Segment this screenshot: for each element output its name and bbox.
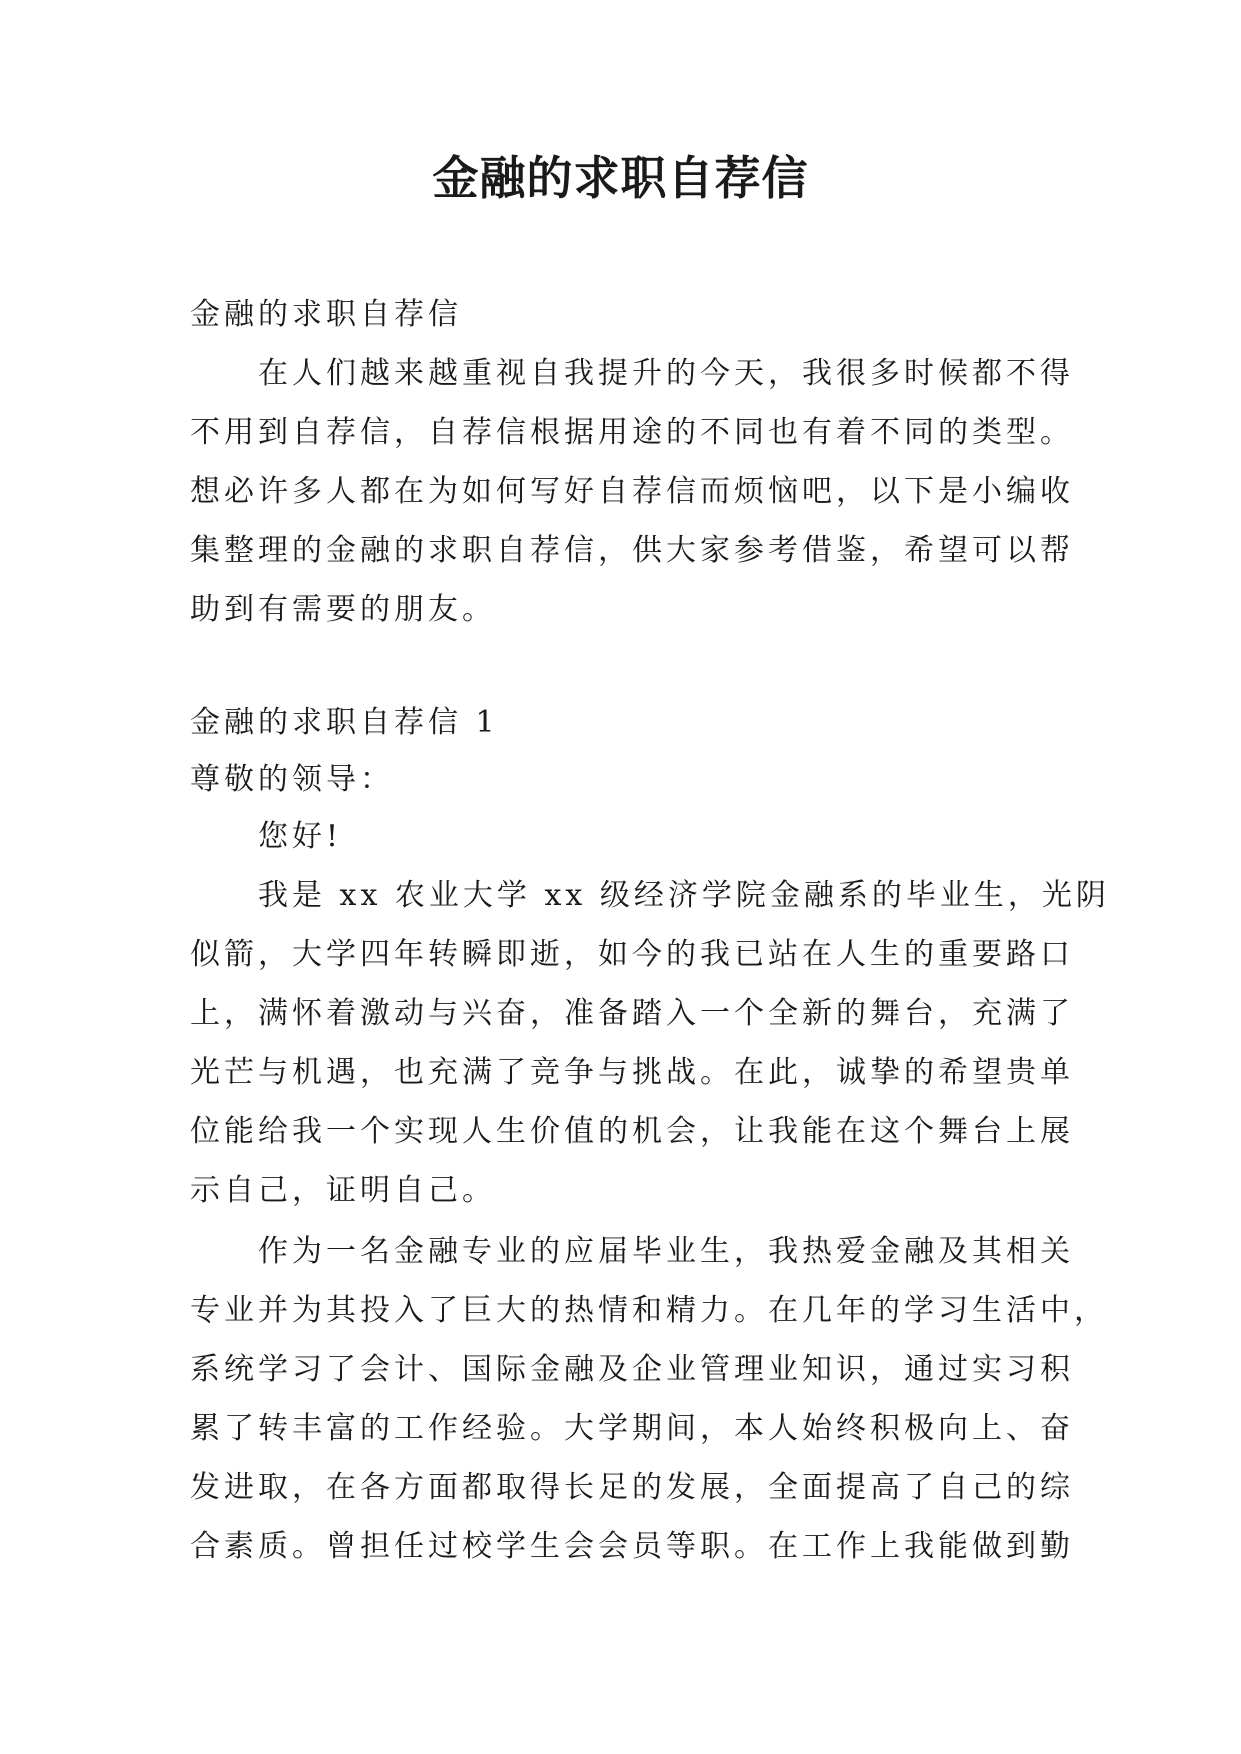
body-paragraph-line: 合素质。曾担任过校学生会会员等职。在工作上我能做到勤 [190,1529,1074,1564]
body-paragraph-line: 上，满怀着激动与兴奋，准备踏入一个全新的舞台，充满了 [190,996,1074,1031]
greeting: 您好! [258,819,343,854]
document-title: 金融的求职自荐信 [432,151,809,205]
intro-heading: 金融的求职自荐信 [190,297,462,332]
body-paragraph-line: 累了转丰富的工作经验。大学期间，本人始终积极向上、奋 [190,1411,1074,1446]
body-paragraph-line: 作为一名金融专业的应届毕业生，我热爱金融及其相关 [258,1234,1074,1269]
salutation: 尊敬的领导： [190,762,394,797]
body-paragraph-line: 似箭，大学四年转瞬即逝，如今的我已站在人生的重要路口 [190,937,1074,972]
body-paragraph-line: 位能给我一个实现人生价值的机会，让我能在这个舞台上展 [190,1114,1074,1149]
intro-paragraph-line: 不用到自荐信，自荐信根据用途的不同也有着不同的类型。 [190,415,1074,450]
body-paragraph-line: 专业并为其投入了巨大的热情和精力。在几年的学习生活中， [190,1293,1108,1328]
intro-paragraph-line: 集整理的金融的求职自荐信，供大家参考借鉴，希望可以帮 [190,533,1074,568]
body-paragraph-line: 示自己，证明自己。 [190,1173,496,1208]
letter-heading: 金融的求职自荐信 1 [190,705,499,740]
body-paragraph-line: 系统学习了会计、国际金融及企业管理业知识，通过实习积 [190,1352,1074,1387]
body-paragraph-line: 发进取，在各方面都取得长足的发展，全面提高了自己的综 [190,1470,1074,1505]
intro-paragraph-line: 助到有需要的朋友。 [190,592,496,627]
intro-paragraph-line: 想必许多人都在为如何写好自荐信而烦恼吧，以下是小编收 [190,474,1074,509]
intro-paragraph-line: 在人们越来越重视自我提升的今天，我很多时候都不得 [258,356,1074,391]
body-paragraph-line: 我是 xx 农业大学 xx 级经济学院金融系的毕业生，光阴 [258,878,1110,913]
body-paragraph-line: 光芒与机遇，也充满了竞争与挑战。在此，诚挚的希望贵单 [190,1055,1074,1090]
